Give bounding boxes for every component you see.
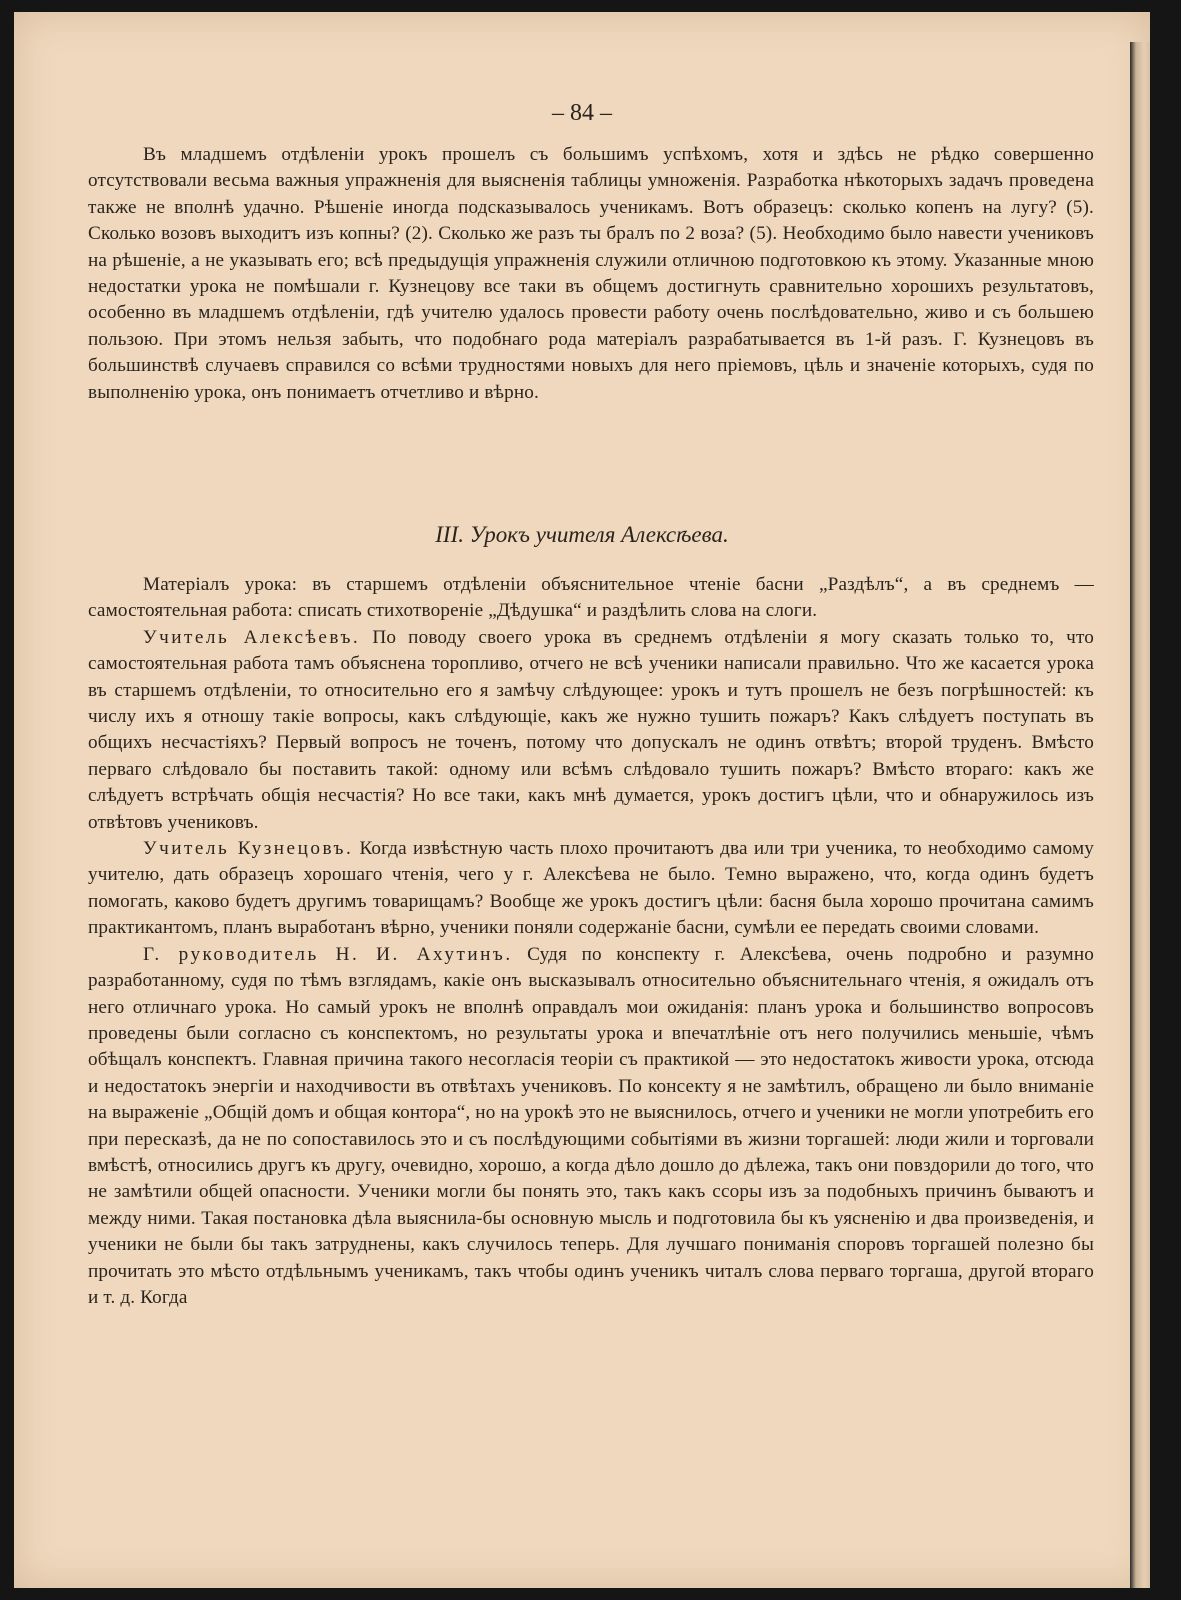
speaker-kuznetsov: Учитель Кузнецовъ.: [143, 838, 354, 860]
next-page-edge: [1130, 42, 1150, 1588]
alekseev-remark-text: По поводу своего урока въ среднемъ отдѣленіи я могу сказать только то, что самостоятельная работа тамъ объяснена торопливо, отчего не всѣ ученики написали правильно. Что же касается урока въ старшемъ отдѣленіи, то относительно его я замѣчу слѣдующее: урокъ и тутъ прошелъ не безъ погрѣшностей: къ числу ихъ я отношу такіе вопросы, какъ слѣдующіе, какъ же нужно тушить пожаръ? Какъ слѣдуетъ поступать въ общихъ несчастіяхъ? Первый вопросъ не точенъ, потому что допускалъ не одинъ отвѣтъ; второй труденъ. Вмѣсто перваго слѣдовало бы поставить такой: одному или всѣмъ слѣдовало тушить пожаръ? Вмѣсто втораго: какъ же слѣдуетъ встрѣчать общія несчастія? Но все таки, какъ мнѣ думается, урокъ достигъ цѣли, что и обнаружилось изъ отвѣтовъ учениковъ.: [88, 626, 1094, 833]
akhutin-remark-text: Судя по конспекту г. Алексѣева, очень подробно и разумно разработанному, судя по тѣмъ взглядамъ, какіе онъ высказывалъ относительно объяснительнаго чтенія, я ожидалъ отъ него отличнаго урока. Но самый урокъ не вполнѣ оправдалъ мои ожиданія: планъ урока и большинство вопросовъ проведены были согласно съ конспектомъ, но результаты урока и впечатлѣніе отъ него получились меньшіе, чѣмъ обѣщалъ конспектъ. Главная причина такого несогласія теоріи съ практикой — это недостатокъ живости урока, отсюда и недостатокъ энергіи и находчивости въ отвѣтахъ учениковъ. По консекту я не замѣтилъ, обращено ли было вниманіе на выраженіе „Общій домъ и общая контора“, но на урокѣ это не выяснилось, отчего и ученики не могли употребить его при пересказѣ, да не по сопоставилось это и съ послѣдующими событіями въ жизни торгашей: люди жили и торговали вмѣстѣ, относились другъ къ другу, очевидно, хорошо, а когда дѣло дошло до дѣлежа, такъ они повздорили до того, что не замѣтили общей опасности. Ученики могли бы понять это, такъ какъ ссоры изъ за подобныхъ причинъ бываютъ и между ними. Такая постановка дѣла выяснила-бы основную мысль и подготовила бы къ уясненію и два произведенія, и ученики не были бы такъ затруднены, какъ случилось теперь. Для лучшаго пониманія споровъ торгашей полезно бы прочитать это мѣсто отдѣльнымъ ученикамъ, такъ чтобы одинъ ученикъ читалъ слова перваго торгаша, другой втораго и т. д. Когда: [88, 943, 1094, 1308]
page-number: – 84 –: [552, 100, 612, 126]
speaker-akhutin: Г. руководитель Н. И. Ахутинъ.: [143, 943, 513, 965]
alekseev-remark: [88, 625, 1094, 836]
intro-block: [88, 142, 1094, 406]
intro-paragraph: Въ младшемъ отдѣленіи урокъ прошелъ съ большимъ успѣхомъ, хотя и здѣсь не рѣдко совершенно отсутствовали весьма важныя упражненія для выясненія таблицы умноженія. Разработка нѣкоторыхъ задачъ проведена также не вполнѣ удачно. Рѣшеніе иногда подсказывалось ученикамъ. Вотъ образецъ: сколько копенъ на лугу? (5). Сколько возовъ выходитъ изъ копны? (2). Сколько же разъ ты бралъ по 2 воза? (5). Необходимо было навести учениковъ на рѣшеніе, а не указывать его; всѣ предыдущія упражненія служили отличною подготовкою къ этому. Указанные мною недостатки урока не помѣшали г. Кузнецову все таки въ общемъ достигнуть сравнительно хорошихъ результатовъ, особенно въ младшемъ отдѣленіи, гдѣ учителю удалось провести работу очень послѣдовательно, живо и съ большею пользою. При этомъ нельзя забыть, что подобнаго рода матеріалъ разрабатывается въ 1-й разъ. Г. Кузнецовъ въ большинствѣ случаевъ справился со всѣми трудностями новыхъ для него пріемовъ, цѣль и значеніе которыхъ, судя по выполненію урока, онъ понимаетъ отчетливо и вѣрно.: [88, 144, 1094, 403]
kuznetsov-remark-text: Когда извѣстную часть плохо прочитаютъ два или три ученика, то необходимо самому учителю, дать образецъ хорошаго чтенія, чего у г. Алексѣева не было. Темно выражено, что, когда одинъ будетъ помогать, каково будетъ другимъ товарищамъ? Вообще же урокъ достигъ цѣли: басня была хорошо прочитана самимъ практикантомъ, планъ выработанъ вѣрно, ученики поняли содержаніе басни, сумѣли ее передать своими словами.: [88, 838, 1094, 939]
akhutin-remark: [88, 942, 1094, 1312]
kuznetsov-remark: [88, 836, 1094, 942]
lesson-material: Матеріалъ урока: въ старшемъ отдѣленіи объяснительное чтеніе басни „Раздѣлъ“, а въ среднемъ — самостоятельная работа: списать стихотвореніе „Дѣдушка“ и раздѣлить слова на слоги.: [88, 574, 1094, 622]
speaker-alekseev: Учитель Алексѣевъ.: [143, 626, 361, 648]
section-heading: III. Урокъ учителя Алексѣева.: [435, 522, 729, 547]
book-page: [14, 12, 1150, 1588]
discussion-block: [88, 572, 1094, 1311]
